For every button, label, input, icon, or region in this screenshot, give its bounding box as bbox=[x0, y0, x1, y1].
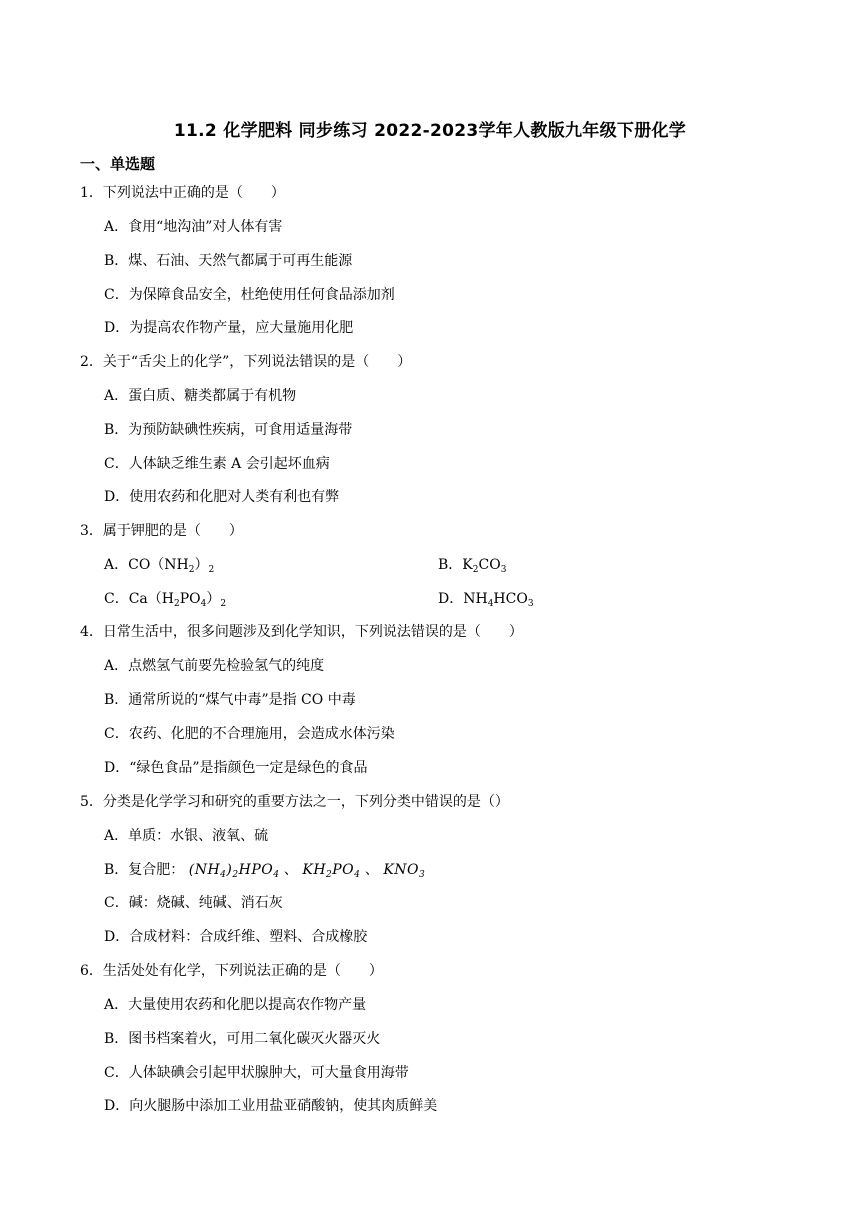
option-a-text: A．CO（NH bbox=[104, 557, 189, 573]
formula-part: PO bbox=[332, 862, 355, 878]
question-3-option-d bbox=[438, 589, 534, 609]
formula-part: ) bbox=[226, 862, 233, 878]
option-c-text: ） bbox=[206, 591, 221, 607]
subscript: 2 bbox=[208, 565, 215, 575]
separator: 、 bbox=[360, 862, 384, 878]
question-5-stem: 5．分类是化学学习和研究的重要方法之一，下列分类中错误的是（） bbox=[80, 794, 509, 810]
subscript: 2 bbox=[188, 565, 195, 575]
question-4-option-b: B．通常所说的“煤气中毒”是指 CO 中毒 bbox=[104, 692, 356, 708]
question-4-option-d: D．“绿色食品”是指颜色一定是绿色的食品 bbox=[104, 760, 368, 776]
question-3-stem: 3．属于钾肥的是（ ） bbox=[80, 523, 243, 539]
question-1-option-b: B．煤、石油、天然气都属于可再生能源 bbox=[104, 253, 353, 269]
formula-part: HPO bbox=[238, 862, 274, 878]
subscript: 2 bbox=[326, 870, 333, 880]
question-2-option-a: A．蛋白质、糖类都属于有机物 bbox=[104, 388, 297, 404]
question-4-option-c: C．农药、化肥的不合理施用，会造成水体污染 bbox=[104, 726, 395, 742]
question-1-option-a: A．食用“地沟油”对人体有害 bbox=[104, 219, 283, 235]
option-b-prefix: B．复合肥： bbox=[104, 862, 185, 878]
subscript: 4 bbox=[354, 870, 361, 880]
question-1-stem: 1．下列说法中正确的是（ ） bbox=[80, 185, 285, 201]
question-5-option-a: A．单质：水银、液氧、硫 bbox=[104, 828, 269, 844]
subscript: 2 bbox=[232, 870, 239, 880]
question-2-stem: 2．关于“舌尖上的化学”，下列说法错误的是（ ） bbox=[80, 354, 412, 370]
option-d-text: HCO bbox=[493, 591, 528, 607]
question-6-stem: 6．生活处处有化学，下列说法正确的是（ ） bbox=[80, 963, 383, 979]
formula-part: KNO bbox=[383, 862, 419, 878]
option-c-text: C．Ca（H bbox=[104, 591, 174, 607]
formula-potassium-nitrate bbox=[383, 862, 425, 878]
option-c-text: PO bbox=[179, 591, 201, 607]
formula-potassium-phosphate bbox=[302, 862, 360, 878]
question-2-option-c: C．人体缺乏维生素 A 会引起坏血病 bbox=[104, 456, 330, 472]
question-6-option-b: B．图书档案着火，可用二氧化碳灭火器灭火 bbox=[104, 1031, 381, 1047]
document-title: 11.2 化学肥料 同步练习 2022-2023学年人教版九年级下册化学 bbox=[173, 121, 687, 141]
question-3-option-c bbox=[104, 589, 226, 609]
formula-part: (NH bbox=[188, 862, 221, 878]
question-5-option-d: D．合成材料：合成纤维、塑料、合成橡胶 bbox=[104, 929, 368, 945]
subscript: 2 bbox=[173, 599, 180, 609]
question-6-option-c: C．人体缺碘会引起甲状腺肿大，可大量食用海带 bbox=[104, 1065, 409, 1081]
question-4-stem: 4．日常生活中，很多问题涉及到化学知识，下列说法错误的是（ ） bbox=[80, 624, 523, 640]
subscript: 2 bbox=[220, 599, 227, 609]
section-heading: 一、单选题 bbox=[80, 155, 156, 173]
option-b-text: CO bbox=[478, 557, 501, 573]
question-6-option-a: A．大量使用农药和化肥以提高农作物产量 bbox=[104, 997, 367, 1013]
option-d-text: D．NH bbox=[438, 591, 488, 607]
subscript: 3 bbox=[500, 565, 507, 575]
subscript: 3 bbox=[527, 599, 534, 609]
option-b-text: B．K bbox=[438, 557, 473, 573]
subscript: 3 bbox=[419, 870, 426, 880]
question-2-option-d: D．使用农药和化肥对人类有利也有弊 bbox=[104, 489, 340, 505]
subscript: 4 bbox=[487, 599, 494, 609]
question-5-option-b bbox=[104, 860, 425, 880]
question-1-option-c: C．为保障食品安全，杜绝使用任何食品添加剂 bbox=[104, 287, 395, 303]
option-a-text: ） bbox=[194, 557, 209, 573]
formula-ammonium-phosphate bbox=[189, 862, 280, 878]
question-2-option-b: B．为预防缺碘性疾病，可食用适量海带 bbox=[104, 422, 353, 438]
subscript: 4 bbox=[273, 870, 280, 880]
formula-part: KH bbox=[302, 862, 327, 878]
subscript: 4 bbox=[200, 599, 207, 609]
subscript: 4 bbox=[220, 870, 227, 880]
question-1-option-d: D．为提高农作物产量，应大量施用化肥 bbox=[104, 320, 354, 336]
question-3-option-b bbox=[438, 555, 506, 575]
question-3-option-a bbox=[104, 555, 214, 575]
question-6-option-d: D．向火腿肠中添加工业用盐亚硝酸钠，使其肉质鲜美 bbox=[104, 1098, 438, 1114]
separator: 、 bbox=[279, 862, 303, 878]
question-4-option-a: A．点燃氢气前要先检验氢气的纯度 bbox=[104, 658, 325, 674]
subscript: 2 bbox=[472, 565, 479, 575]
question-5-option-c: C．碱：烧碱、纯碱、消石灰 bbox=[104, 895, 283, 911]
